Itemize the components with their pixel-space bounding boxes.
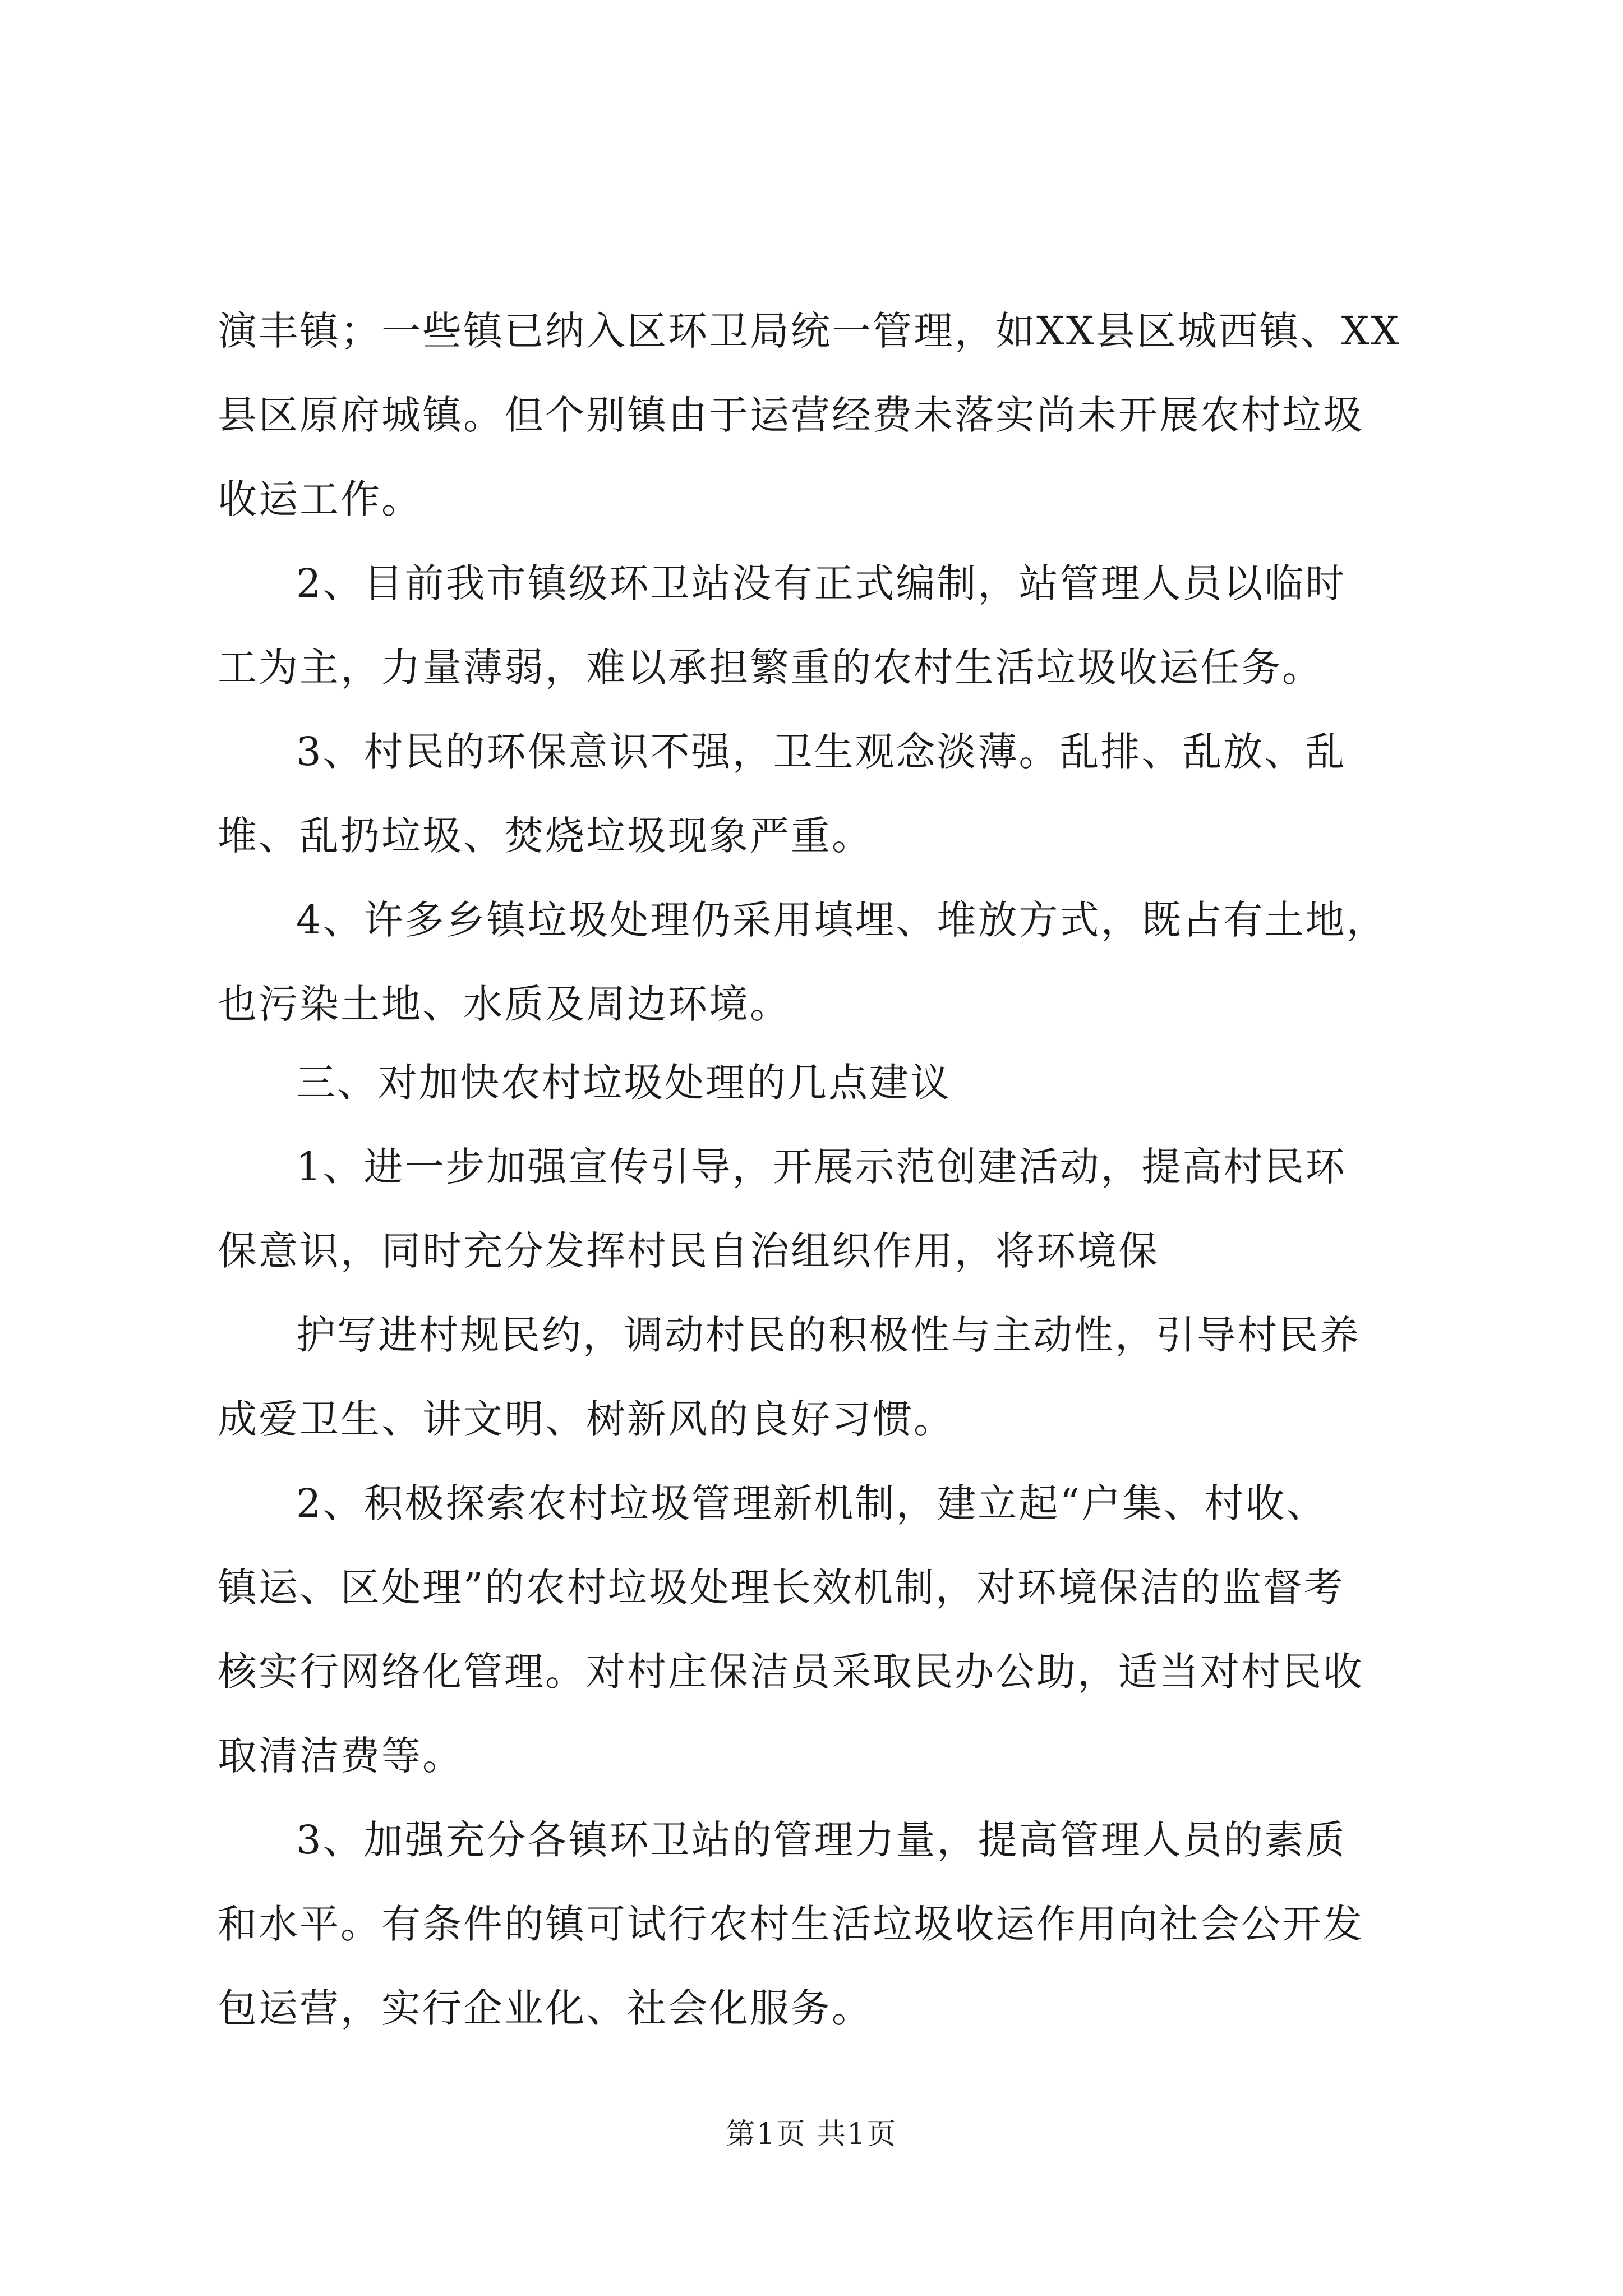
text-line: 和水平。有条件的镇可试行农村生活垃圾收运作用向社会公开发	[218, 1901, 1364, 1947]
text-line: 县区原府城镇。但个别镇由于运营经费未落实尚未开展农村垃圾	[218, 392, 1364, 438]
text-line: 2、目前我市镇级环卫站没有正式编制，站管理人员以临时	[296, 560, 1347, 606]
text-line: 保意识，同时充分发挥村民自治组织作用，将环境保	[218, 1228, 1159, 1274]
text-line: 4、许多乡镇垃圾处理仍采用填埋、堆放方式，既占有土地，	[296, 897, 1387, 943]
text-line: 演丰镇；一些镇已纳入区环卫局统一管理，如XX县区城西镇、XX	[218, 308, 1401, 354]
text-line: 3、村民的环保意识不强，卫生观念淡薄。乱排、乱放、乱	[296, 729, 1347, 775]
text-line: 3、加强充分各镇环卫站的管理力量，提高管理人员的素质	[296, 1817, 1347, 1863]
text-line: 工为主，力量薄弱，难以承担繁重的农村生活垃圾收运任务。	[218, 645, 1323, 691]
page-number-footer: 第1页 共1页	[726, 2118, 897, 2151]
section-heading: 三、对加快农村垃圾处理的几点建议	[296, 1060, 951, 1106]
text-line: 包运营，实行企业化、社会化服务。	[218, 1985, 873, 2031]
text-line: 也污染土地、水质及周边环境。	[218, 981, 791, 1027]
text-line: 核实行网络化管理。对村庄保洁员采取民办公助，适当对村民收	[218, 1649, 1364, 1695]
text-line: 2、积极探索农村垃圾管理新机制，建立起“户集、村收、	[296, 1480, 1327, 1526]
text-line: 护写进村规民约，调动村民的积极性与主动性，引导村民养	[296, 1312, 1361, 1358]
text-line: 镇运、区处理”的农村垃圾处理长效机制，对环境保洁的监督考	[218, 1565, 1345, 1611]
text-line: 堆、乱扔垃圾、焚烧垃圾现象严重。	[218, 813, 873, 859]
text-line: 取清洁费等。	[218, 1733, 463, 1779]
text-line: 1、进一步加强宣传引导，开展示范创建活动，提高村民环	[296, 1144, 1347, 1190]
text-line: 成爱卫生、讲文明、树新风的良好习惯。	[218, 1396, 955, 1442]
text-line: 收运工作。	[218, 476, 422, 522]
